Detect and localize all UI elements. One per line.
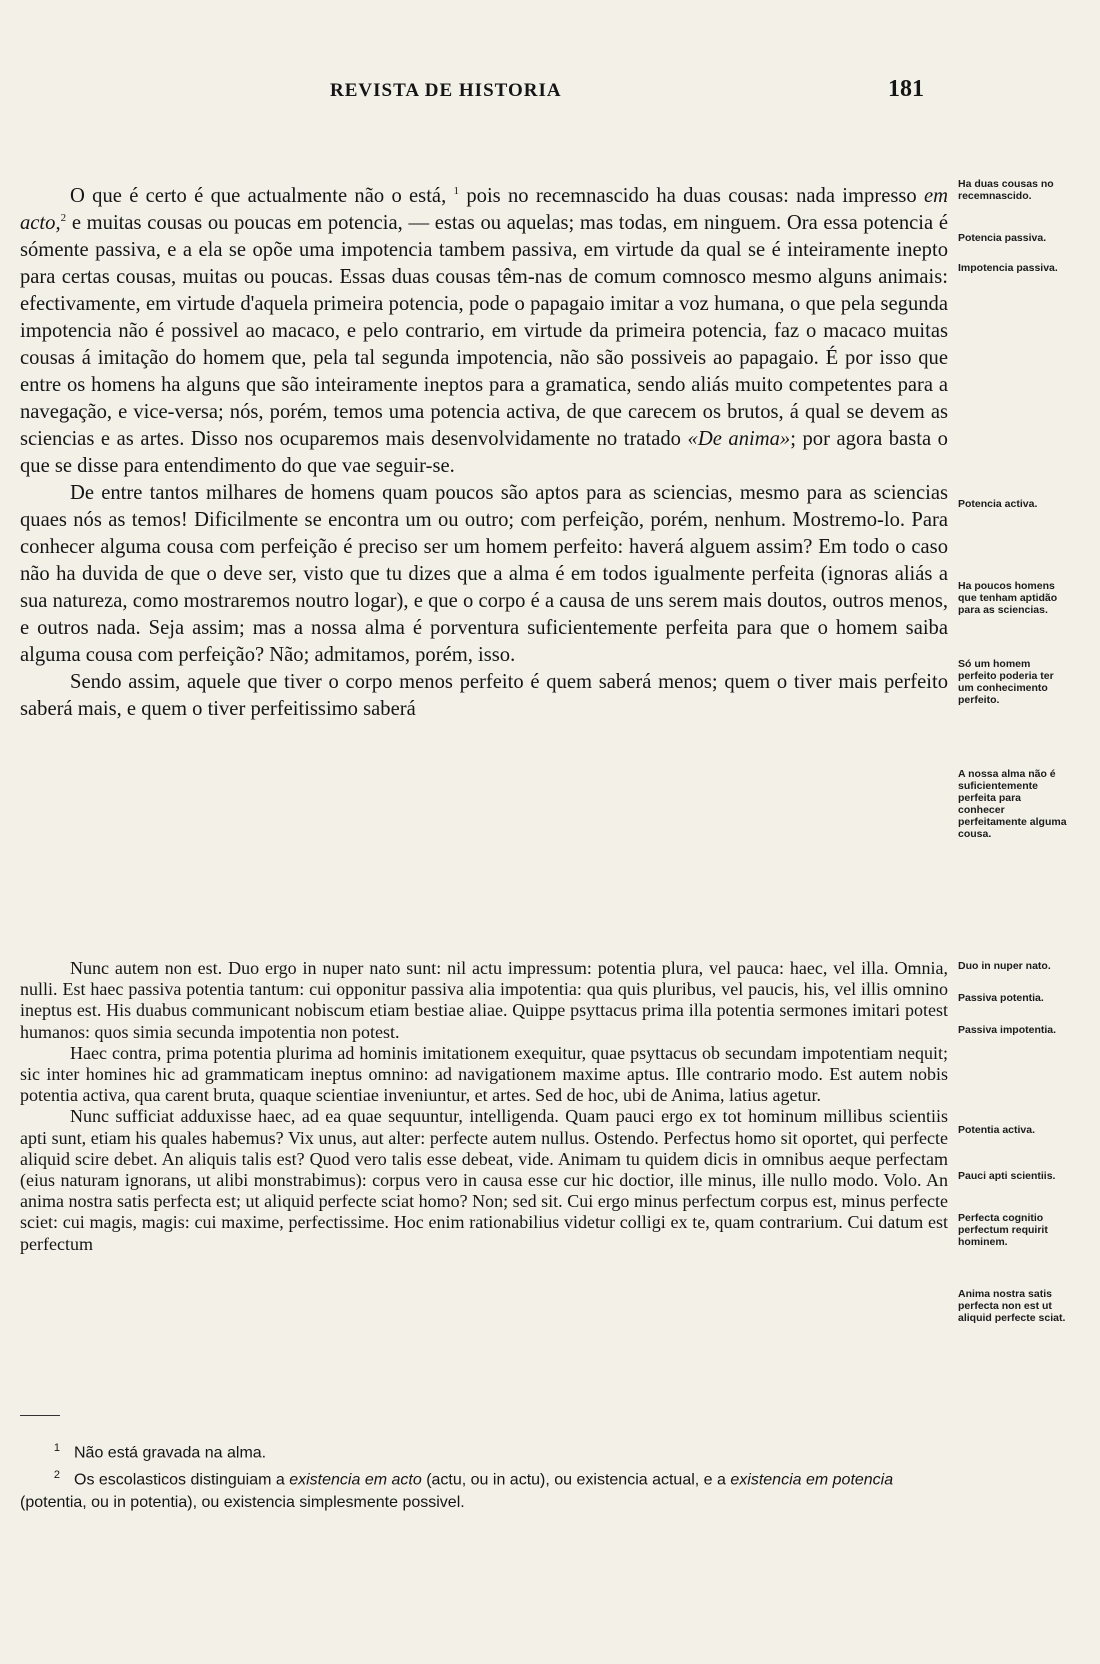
footnote-number: 1 (53, 1442, 60, 1454)
side-note: Anima nostra satis perfecta non est ut aliquid perfecte sciat. (958, 1288, 1066, 1324)
footnote-text: Os escolasticos distinguiam a (74, 1471, 285, 1489)
la-paragraph-2: Haec contra, prima potentia plurima ad hominis imitationem exequitur, quae psyttacus ob secundam impotentiam nequit; sic inter homines hic ad grammaticam ineptus omnino: ad navigationem maxime aptus. Ille contrario modo. Est autem nobis potentia activa, qua carent bruta, quaque scientiae inveniuntur, et artes. Sed de hoc, ubi de Anima, latius agetur. (20, 1042, 948, 1106)
pt-paragraph-3: Sendo assim, aquele que tiver o corpo menos perfeito é quem saberá menos; quem o tiver mais perfeito saberá mais, e quem o tiver perfeitissimo saberá (20, 671, 948, 720)
latin-text (20, 958, 948, 1255)
side-note: Impotencia passiva. (958, 262, 1058, 274)
la-paragraph-1: Nunc autem non est. Duo ergo in nuper nato sunt: nil actu impressum: potentia plura, vel pauca: haec, vel illa. Omnia, nulli. Est haec passiva potentia tantum: cui opponitur passiva alia impotentia: qua quis pluribus, vel paucis, his, vel illis omnino ineptus est. His duabus communicant nobiscum etiam bestiae aliae. Quippe psyttacus prima illa potentia sermones imitari potest humanos: quos simia secunda impotentia non potest. (20, 958, 948, 1042)
footnote-text: Não está gravada na alma. (74, 1444, 267, 1462)
pt-emphasis-de-anima: «De anima» (687, 428, 791, 450)
pt-emphasis-em-acto: em acto, (20, 185, 948, 234)
footnote-text: (potentia, ou in potentia), ou existencia simplesmente possivel. (20, 1493, 465, 1511)
side-note: Ha poucos homens que tenham aptidão para as sciencias. (958, 580, 1058, 616)
pt-paragraph-1 (20, 183, 948, 480)
side-note: Passiva potentia. (958, 992, 1044, 1004)
pt-p1-text-c: e muitas cousas ou poucas em potencia, — estas ou aquelas; mas todas, em ninguem. Ora essa potencia é sómente passiva, e a ela se opõe uma impotencia tambem passiva, em virtude da qual se é inteiramente inepto para certas cousas, muitas ou poucas. Essas duas cousas têm-nas de comum comnosco mesmo alguns animais: efectivamente, em virtude d'aquela primeira potencia, pode o papagaio imitar a voz humana, o que pela segunda impotencia não é possivel ao macaco, e pelo contrario, em virtude da primeira potencia, faz o macaco muitas cousas á imitação do homem que, pela tal segunda impotencia, não são possiveis ao papagaio. É por isso que entre os homens ha alguns que são inteiramente ineptos para a gramatica, sendo aliás muito competentes para a navegação, e vice-versa; nós, porém, temos uma potencia activa, de que carecem os brutos, á qual se devem as sciencias e as artes. Disso nos ocuparemos mais desenvolvidamente no tratado (20, 212, 949, 450)
side-note: Só um homem perfeito poderia ter um conhecimento perfeito. (958, 658, 1054, 706)
side-note: Potentia activa. (958, 1124, 1036, 1136)
side-note: Passiva impotentia. (958, 1024, 1057, 1036)
side-note: Potencia passiva. (958, 232, 1047, 244)
pt-p1-text: O que é certo é que actualmente não o está, (70, 185, 447, 207)
footnote-2 (20, 1464, 948, 1513)
page-number: 181 (888, 76, 924, 102)
footnote-rule (20, 1415, 60, 1416)
footnote-emphasis: existencia em acto (289, 1471, 422, 1489)
running-title: REVISTA DE HISTORIA (330, 80, 562, 101)
footnote-1 (20, 1437, 948, 1464)
side-note: Duo in nuper nato. (958, 960, 1051, 972)
portuguese-text (20, 183, 948, 723)
footnote-ref-1: 1 (453, 185, 460, 198)
footnotes (20, 1437, 948, 1514)
pt-paragraph-2: De entre tantos milhares de homens quam poucos são aptos para as sciencias, mesmo para as sciencias quaes nós as temos! Dificilmente se encontra um ou outro; com perfeição, porém, nenhum. Mostremo-lo. Para conhecer alguma cousa com perfeição é preciso ser um homem perfeito: haverá alguem assim? Em todo o caso não ha duvida de que o deve ser, visto que tu dizes que a alma é em todos igualmente perfeita (ignoras aliás a sua natureza, como mostraremos noutro logar), e que o corpo é a causa de uns serem mais doutos, outros menos, e outros nada. Seja assim; mas a nossa alma é porventura suficientemente perfeita para que o homem saiba alguma cousa com perfeição? Não; admitamos, porém, isso. (20, 482, 948, 666)
pt-p1-text-b: pois no recemnascido ha duas cousas: nada impresso (466, 185, 917, 207)
side-note: Ha duas cousas no recemnascido. (958, 178, 1054, 202)
side-note: Potencia activa. (958, 498, 1038, 510)
footnote-emphasis: existencia em potencia (730, 1471, 894, 1489)
side-note: Perfecta cognitio perfectum requirit hominem. (958, 1212, 1048, 1248)
footnote-text: (actu, ou in actu), ou existencia actual, e a (426, 1471, 726, 1489)
side-note: Pauci apti scientiis. (958, 1170, 1056, 1182)
pt-p1-text-d: ; por agora basta o que se disse para entendimento do que vae seguir-se. (20, 428, 948, 477)
page-header (0, 76, 1100, 104)
footnote-number: 2 (53, 1469, 60, 1482)
footnote-ref-2: 2 (60, 212, 67, 225)
side-note: A nossa alma não é suficientemente perfeita para conhecer perfeitamente alguma cousa. (958, 768, 1067, 840)
la-paragraph-3: Nunc sufficiat adduxisse haec, ad ea quae sequuntur, intelligenda. Quam pauci ergo ex tot hominum millibus scientiis apti sunt, etiam his quales habemus? Vix unus, aut alter: perfecte autem nullus. Ostendo. Perfectus homo sit oportet, qui perfecte aliquid scire debet. An aliquis talis est? Quod vero talis esse debeat, vide. Animam tu quidem dicis in omnibus aeque perfectam (eius naturam ignorans, ut alibi monstrabimus): corpus vero in causa esse cur hic doctior, ille minus, ille nullo modo. Volo. An anima nostra satis perfecta est; ut aliquid perfecte sciat homo? Non; sed sit. Cui ergo minus perfectum corpus est, minus perfecte sciet: cui magis, magis: cui maxime, perfectissime. Hoc enim rationabilius videtur colligi ex te, quam contrarium. Cui datum est perfectum (20, 1106, 948, 1254)
